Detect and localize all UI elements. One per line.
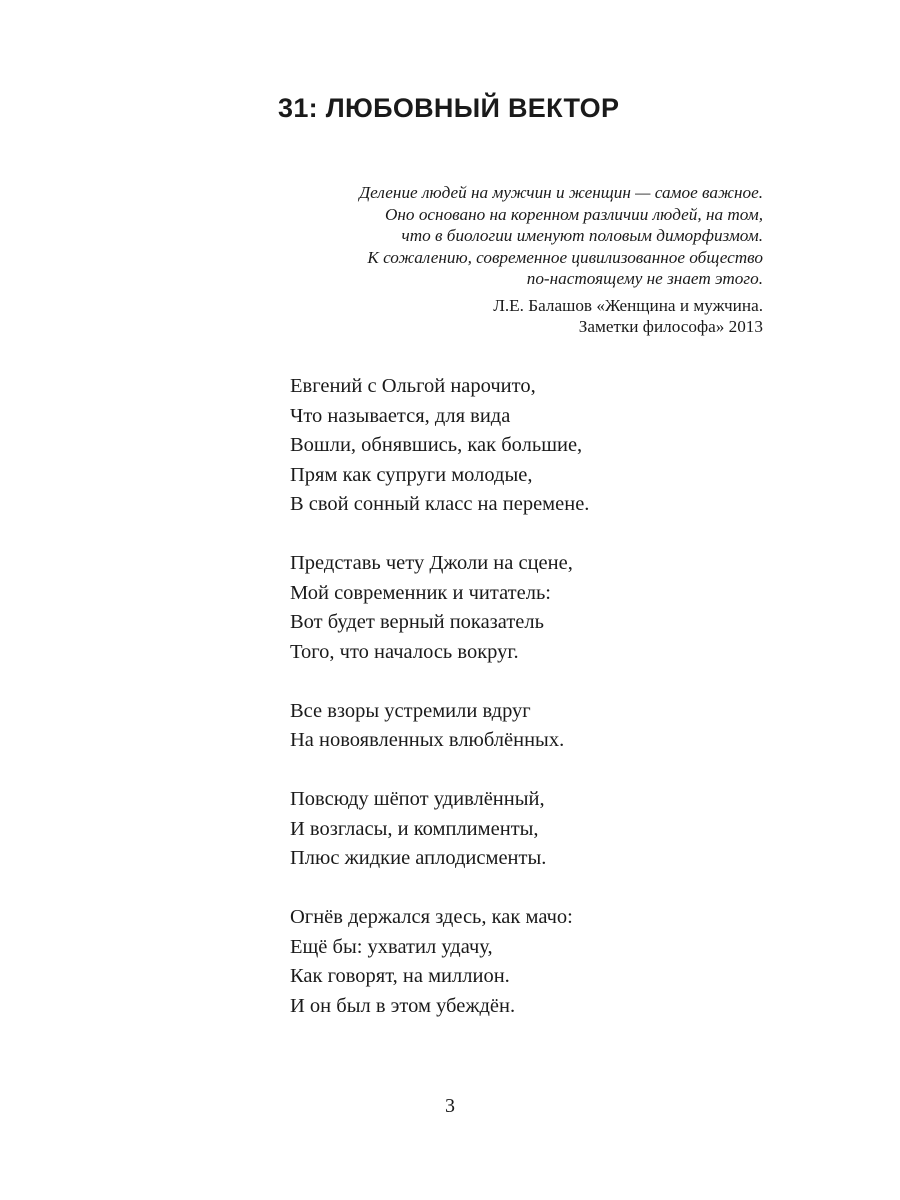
epigraph-source-line: Л.Е. Балашов «Женщина и мужчина. bbox=[493, 295, 763, 315]
verse-line: Плюс жидкие аплодисменты. bbox=[290, 847, 547, 869]
verse-line: Вот будет верный показатель bbox=[290, 611, 544, 633]
verse-line: И он был в этом убеждён. bbox=[290, 994, 516, 1017]
verse-line: Того, что началось вокруг. bbox=[290, 640, 519, 663]
verse-line: Все взоры устремили вдруг bbox=[290, 699, 531, 722]
verse-line: Огнёв держался здесь, как мачо: bbox=[290, 906, 573, 928]
verse-line: Ещё бы: ухватил удачу, bbox=[290, 935, 493, 958]
chapter-title: 31: ЛЮБОВНЫЙ ВЕКТОР bbox=[278, 93, 620, 123]
verse-line: Евгений с Ольгой нарочито, bbox=[290, 375, 536, 397]
verse-line: Мой современник и читатель: bbox=[290, 581, 551, 604]
verse-line: Повсюду шёпот удивлённый, bbox=[290, 788, 545, 810]
page-number: 3 bbox=[445, 1095, 455, 1117]
verse-line: Как говорят, на миллион. bbox=[290, 965, 510, 987]
verse-line: Прям как супруги молодые, bbox=[290, 463, 533, 486]
verse-line: На новоявленных влюблённых. bbox=[290, 729, 565, 751]
epigraph-line: что в биологии именуют половым диморфизмом. bbox=[401, 226, 763, 245]
verse-line: И возгласы, и комплименты, bbox=[290, 817, 539, 840]
epigraph-line: Деление людей на мужчин и женщин — самое важное. bbox=[359, 183, 763, 202]
stanza bbox=[290, 549, 710, 667]
epigraph-line: Оно основано на коренном различии людей, на том, bbox=[384, 204, 763, 224]
epigraph-source-line: Заметки философа» 2013 bbox=[578, 317, 763, 336]
verse-line: Что называется, для вида bbox=[290, 404, 511, 427]
verse-line: В свой сонный класс на перемене. bbox=[290, 493, 590, 515]
verse-line: Вошли, обнявшись, как большие, bbox=[290, 434, 583, 456]
stanza bbox=[290, 372, 710, 520]
epigraph-line: по-настоящему не знает этого. bbox=[526, 269, 763, 288]
stanza bbox=[290, 697, 710, 756]
epigraph-line: К сожалению, современное цивилизованное общество bbox=[367, 247, 763, 267]
epigraph bbox=[283, 182, 763, 338]
epigraph-source bbox=[283, 295, 763, 338]
stanza bbox=[290, 785, 710, 874]
stanza bbox=[290, 903, 710, 1021]
verse-line: Представь чету Джоли на сцене, bbox=[290, 552, 573, 574]
poem bbox=[290, 372, 710, 1051]
